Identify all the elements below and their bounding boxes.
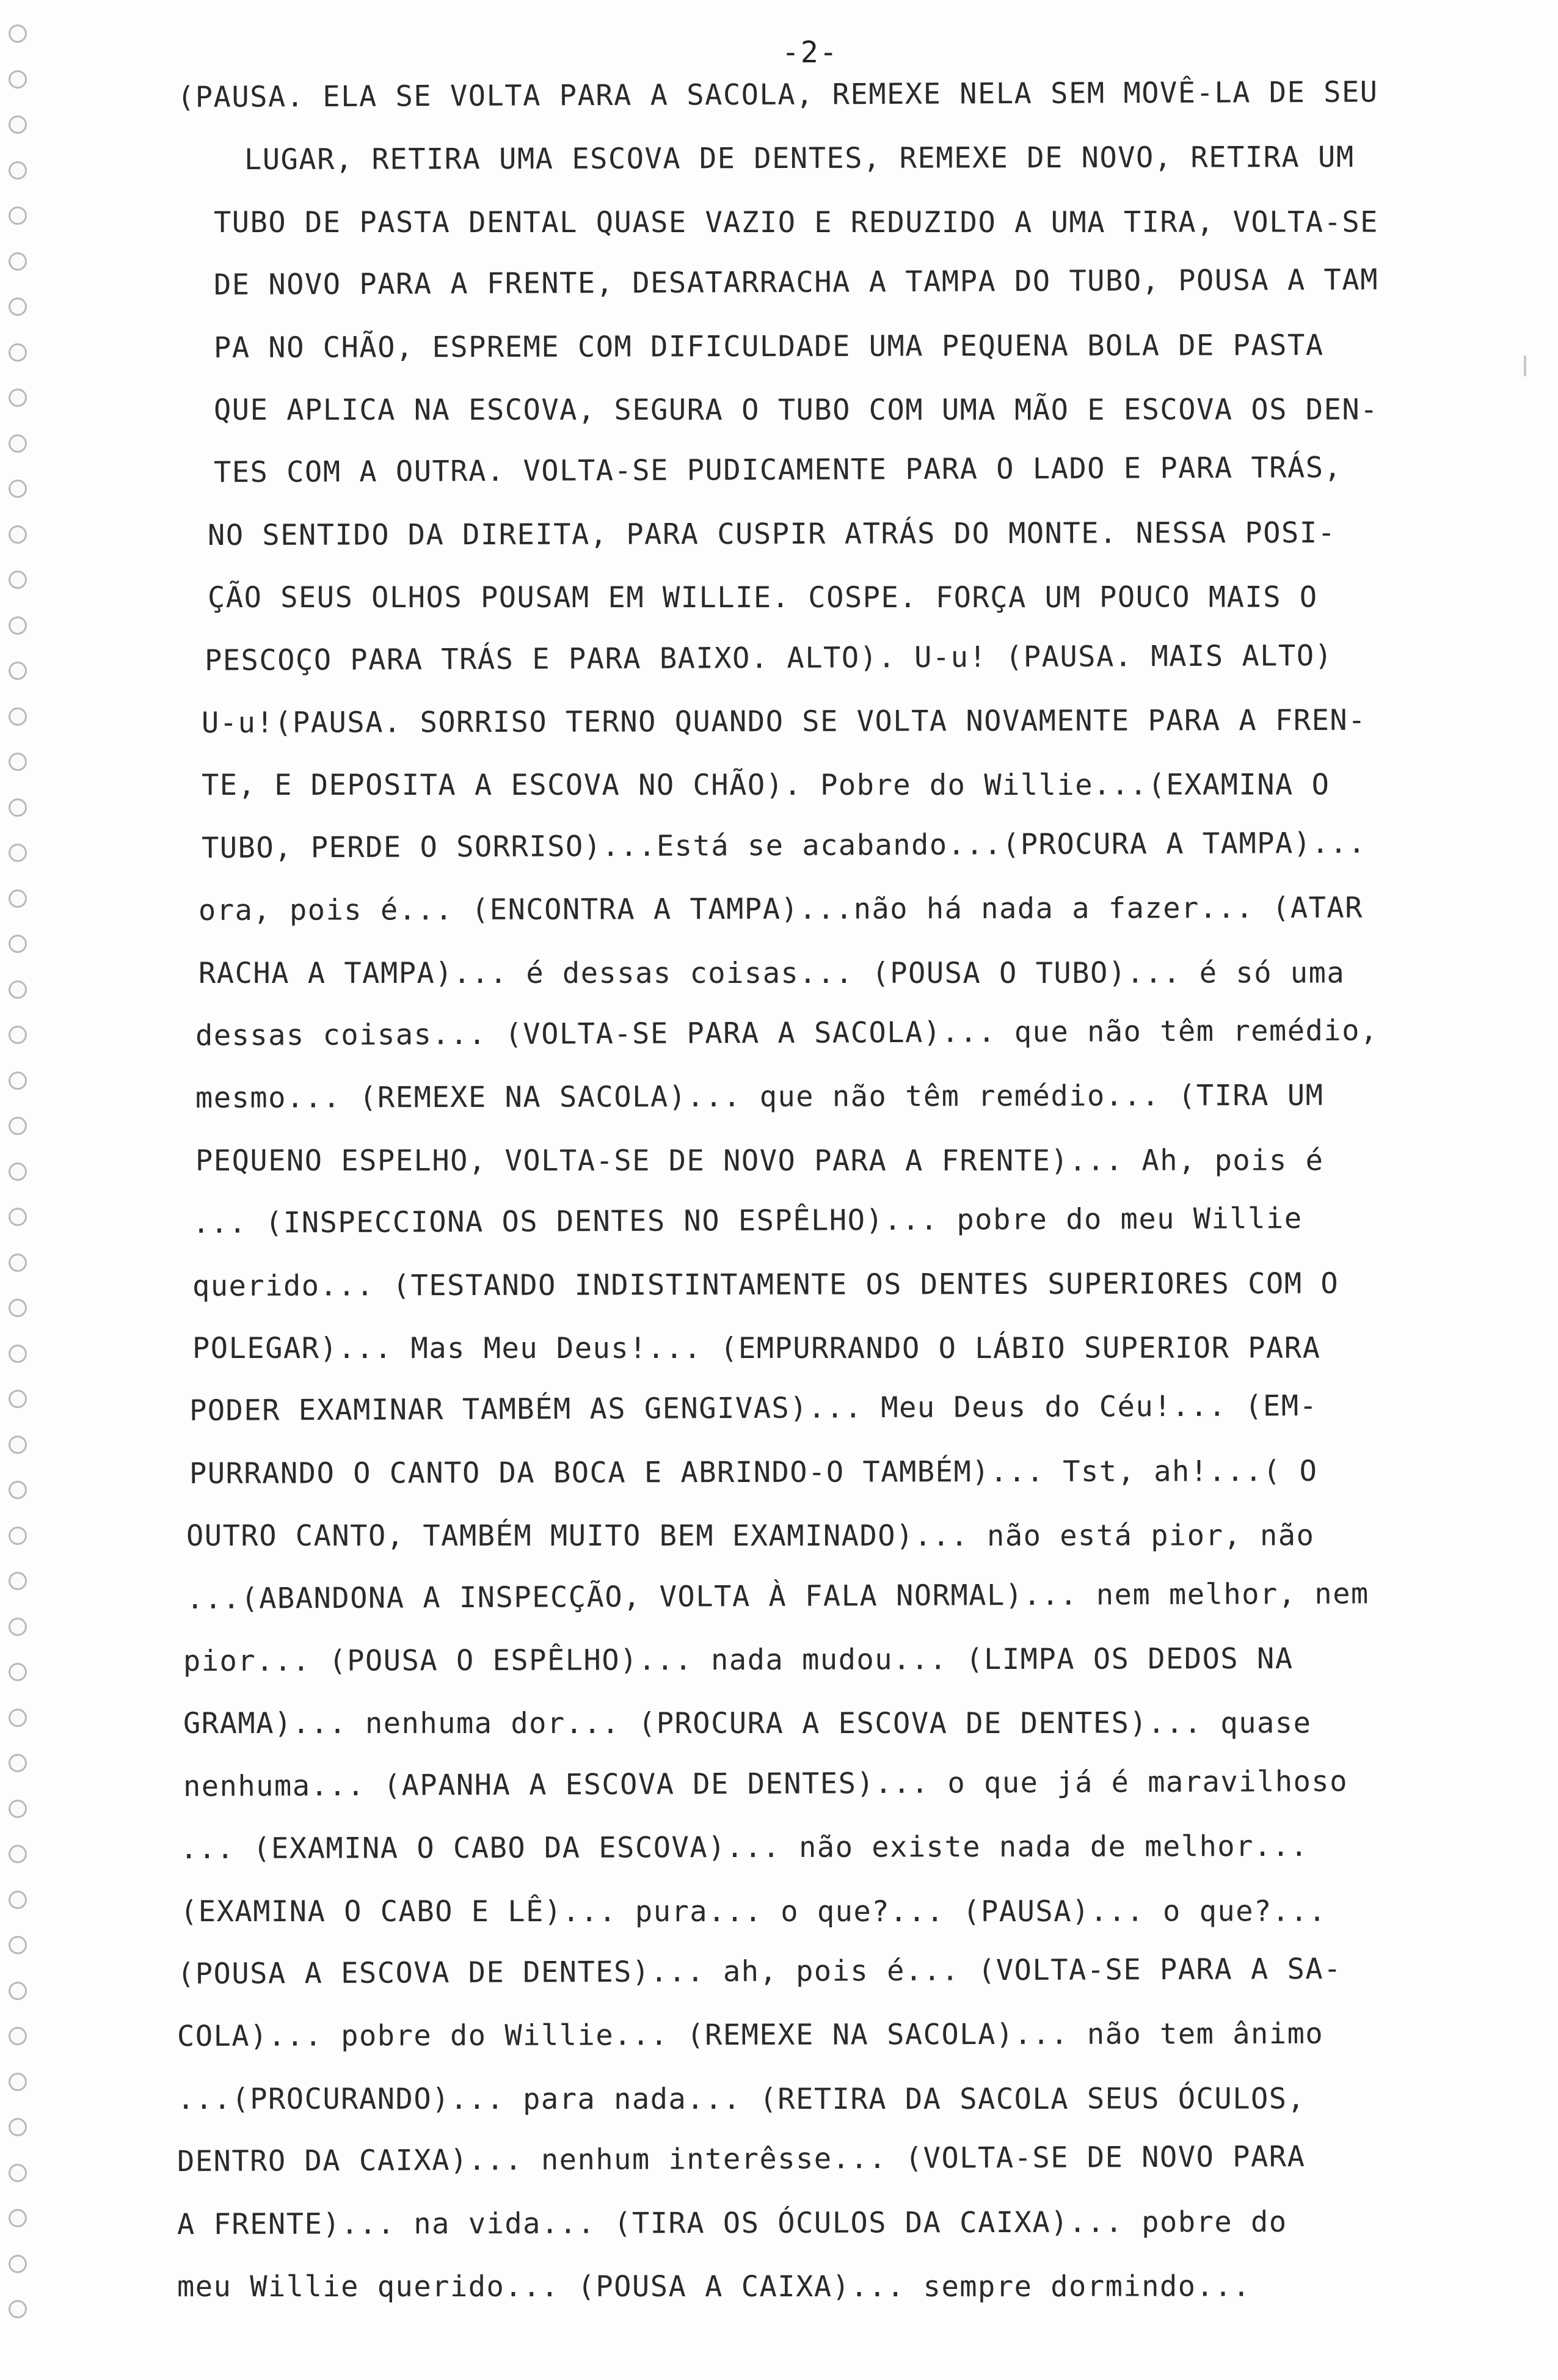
binder-hole (9, 889, 27, 908)
text-line: (PAUSA. ELA SE VOLTA PARA A SACOLA, REMEXE NELA SEM MOVÊ-LA DE SEU (177, 75, 1378, 114)
binder-hole (9, 1663, 27, 1681)
binder-hole (9, 1618, 27, 1636)
binder-hole (9, 389, 27, 407)
binder-hole (9, 1345, 27, 1363)
text-line: DE NOVO PARA A FRENTE, DESATARRACHA A TAMPA DO TUBO, POUSA A TAM (213, 263, 1379, 302)
text-line: GRAMA)... nenhuma dor... (PROCURA A ESCOVA DE DENTES)... quase (183, 1707, 1312, 1741)
binder-hole (9, 1800, 27, 1818)
binder-hole (9, 1117, 27, 1135)
binder-hole (9, 571, 27, 589)
text-line: TUBO DE PASTA DENTAL QUASE VAZIO E REDUZIDO A UMA TIRA, VOLTA-SE (213, 205, 1378, 239)
binder-hole (9, 1481, 27, 1499)
text-line: U-u!(PAUSA. SORRISO TERNO QUANDO SE VOLTA NOVAMENTE PARA A FREN- (201, 703, 1367, 740)
binder-hole (9, 753, 27, 771)
binder-hole (9, 2164, 27, 2182)
binder-hole (9, 1891, 27, 1909)
text-line: TES COM A OUTRA. VOLTA-SE PUDICAMENTE PARA O LADO E PARA TRÁS, (213, 451, 1342, 490)
binder-hole (9, 1208, 27, 1226)
text-line: PODER EXAMINAR TAMBÉM AS GENGIVAS)... Meu Deus do Céu!... (EM- (189, 1389, 1318, 1428)
text-line: meu Willie querido... (POUSA A CAIXA)... sempre dormindo... (177, 2269, 1251, 2304)
binder-hole (9, 935, 27, 953)
text-line: dessas coisas... (VOLTA-SE PARA A SACOLA)... que não têm remédio, (195, 1013, 1378, 1053)
binder-hole (9, 2209, 27, 2227)
text-line: ... (INSPECCIONA OS DENTES NO ESPÊLHO)... pobre do meu Willie (192, 1202, 1303, 1241)
text-line: ... (EXAMINA O CABO DA ESCOVA)... não existe nada de melhor... (180, 1829, 1309, 1866)
binder-hole (9, 662, 27, 680)
binder-hole (9, 115, 27, 134)
text-line: OUTRO CANTO, TAMBÉM MUITO BEM EXAMINADO)... não está pior, não (186, 1519, 1315, 1553)
binder-hole (9, 1527, 27, 1545)
binder-hole (9, 1071, 27, 1090)
binder-hole (9, 798, 27, 817)
text-line: PA NO CHÃO, ESPREME COM DIFICULDADE UMA PEQUENA BOLA DE PASTA (213, 328, 1324, 365)
binder-hole (9, 2073, 27, 2091)
binder-hole (9, 1845, 27, 1863)
text-line: COLA)... pobre do Willie... (REMEXE NA SACOLA)... não tem ânimo (177, 2017, 1324, 2054)
text-line: querido... (TESTANDO INDISTINTAMENTE OS DENTES SUPERIORES COM O (192, 1266, 1339, 1303)
text-line: pior... (POUSA O ESPÊLHO)... nada mudou... (LIMPA OS DEDOS NA (183, 1641, 1294, 1678)
binder-hole (9, 24, 27, 43)
binder-hole (9, 1436, 27, 1454)
text-line: POLEGAR)... Mas Meu Deus!... (EMPURRANDO O LÁBIO SUPERIOR PARA (192, 1331, 1321, 1365)
binder-hole (9, 1936, 27, 1954)
binder-hole (9, 2300, 27, 2318)
text-line: mesmo... (REMEXE NA SACOLA)... que não têm remédio... (TIRA UM (195, 1079, 1324, 1115)
text-line: ÇÃO SEUS OLHOS POUSAM EM WILLIE. COSPE. FORÇA UM POUCO MAIS O (207, 580, 1318, 615)
text-line: (EXAMINA O CABO E LÊ)... pura... o que?... (PAUSA)... o que?... (180, 1894, 1327, 1929)
margin-mark (1524, 356, 1526, 376)
binder-hole (9, 252, 27, 271)
text-line: ora, pois é... (ENCONTRA A TAMPA)...não há nada a fazer... (ATAR (198, 891, 1364, 928)
text-line: PEQUENO ESPELHO, VOLTA-SE DE NOVO PARA A FRENTE)... Ah, pois é (195, 1144, 1324, 1178)
binder-hole (9, 480, 27, 498)
text-line: TUBO, PERDE O SORRISO)...Está se acabando...(PROCURA A TAMPA)... (201, 826, 1367, 865)
binder-hole (9, 343, 27, 362)
text-line: ...(ABANDONA A INSPECÇÃO, VOLTA À FALA NORMAL)... nem melhor, nem (186, 1577, 1369, 1616)
page-number: -2- (782, 35, 839, 70)
text-line: QUE APLICA NA ESCOVA, SEGURA O TUBO COM UMA MÃO E ESCOVA OS DEN- (213, 393, 1378, 427)
binder-hole (9, 1754, 27, 1772)
binder-holes (5, 24, 35, 2358)
binder-hole (9, 2118, 27, 2136)
text-line: DENTRO DA CAIXA)... nenhum interêsse... (VOLTA-SE DE NOVO PARA (177, 2140, 1306, 2179)
binder-hole (9, 525, 27, 544)
text-line: ...(PROCURANDO)... para nada... (RETIRA DA SACOLA SEUS ÓCULOS, (177, 2082, 1306, 2116)
text-line: RACHA A TAMPA)... é dessas coisas... (POUSA O TUBO)... é só uma (198, 956, 1345, 990)
binder-hole (9, 1299, 27, 1317)
binder-hole (9, 1982, 27, 2000)
text-line: LUGAR, RETIRA UMA ESCOVA DE DENTES, REMEXE DE NOVO, RETIRA UM (244, 141, 1355, 177)
text-line: nenhuma... (APANHA A ESCOVA DE DENTES)... o que já é maravilhoso (183, 1764, 1349, 1803)
binder-hole (9, 298, 27, 316)
binder-hole (9, 70, 27, 89)
binder-hole (9, 707, 27, 726)
text-line: PESCOÇO PARA TRÁS E PARA BAIXO. ALTO). U-u! (PAUSA. MAIS ALTO) (204, 638, 1333, 677)
binder-hole (9, 434, 27, 453)
binder-hole (9, 616, 27, 635)
text-line: (POUSA A ESCOVA DE DENTES)... ah, pois é... (VOLTA-SE PARA A SA- (177, 1952, 1342, 1991)
binder-hole (9, 1163, 27, 1181)
binder-hole (9, 206, 27, 225)
binder-hole (9, 1390, 27, 1408)
binder-hole (9, 2255, 27, 2273)
text-line: TE, E DEPOSITA A ESCOVA NO CHÃO). Pobre do Willie...(EXAMINA O (201, 768, 1330, 803)
binder-hole (9, 2027, 27, 2045)
text-line: PURRANDO O CANTO DA BOCA E ABRINDO-O TAMBÉM)... Tst, ah!...( O (189, 1454, 1318, 1491)
binder-hole (9, 980, 27, 999)
text-line: A FRENTE)... na vida... (TIRA OS ÓCULOS DA CAIXA)... pobre do (177, 2205, 1287, 2241)
binder-hole (9, 1572, 27, 1590)
text-line: NO SENTIDO DA DIREITA, PARA CUSPIR ATRÁS DO MONTE. NESSA POSI- (207, 516, 1336, 552)
binder-hole (9, 1254, 27, 1272)
binder-hole (9, 844, 27, 862)
binder-hole (9, 1709, 27, 1727)
binder-hole (9, 1026, 27, 1044)
binder-hole (9, 161, 27, 180)
